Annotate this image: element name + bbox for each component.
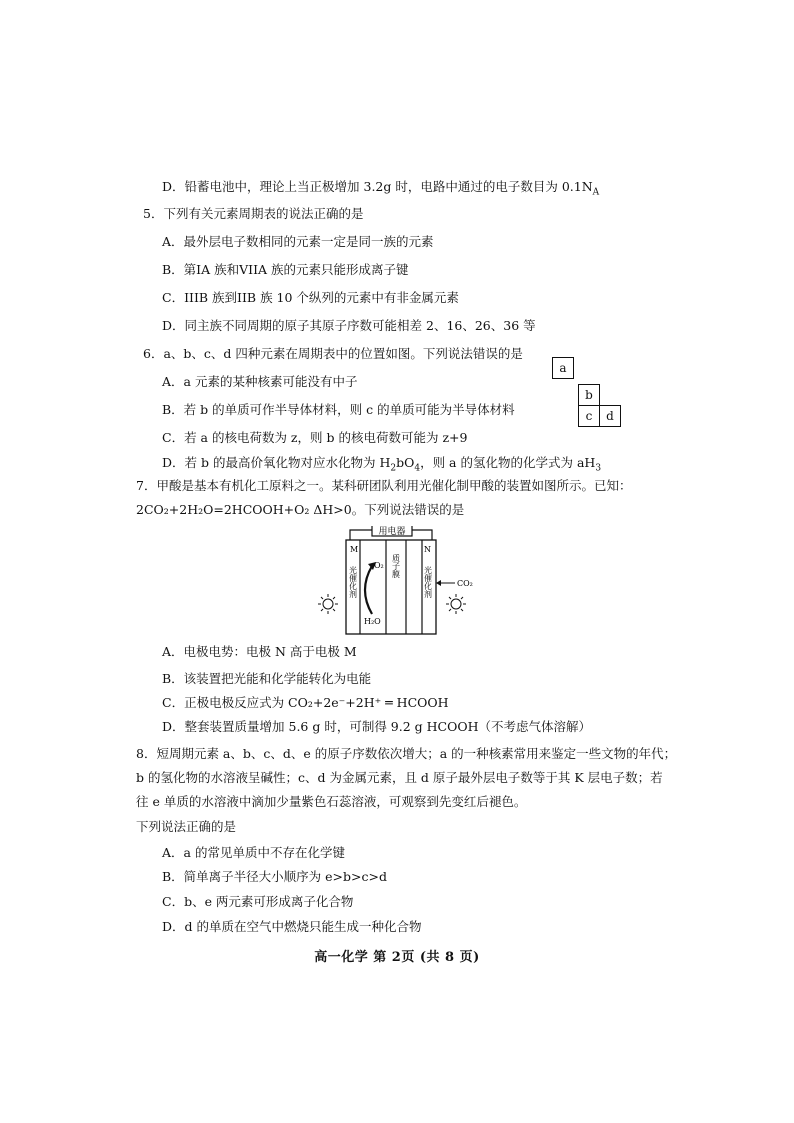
q7-stem-line2: 2CO₂+2H₂O=2HCOOH+O₂ ΔH>0。下列说法错误的是 [136,502,465,517]
q7-option-b: B．该装置把光能和化学能转化为电能 [162,671,372,686]
membrane-label: 质子膜 [391,554,401,578]
grid-cell-d: d [599,405,621,427]
grid-cell-c: c [578,405,600,427]
q8-stem-line4: 下列说法正确的是 [136,819,237,834]
q7-option-c: C．正极电极反应式为 CO₂+2e⁻+2H⁺ ═ HCOOH [162,695,449,710]
q5-option-c: C．IIIB 族到IIB 族 10 个纵列的元素中有非金属元素 [162,290,459,305]
periodic-position-figure [552,357,626,435]
left-catalyst-label: 光催化剂 [348,566,358,598]
q6-option-c: C．若 a 的核电荷数为 z，则 b 的核电荷数可能为 z+9 [162,430,468,445]
page-footer: 高一化学 第 2页 (共 8 页) [314,950,480,965]
grid-cell-b: b [578,384,600,406]
load-label: 用电器 [378,527,406,537]
electrode-m-label: M [350,545,359,554]
q5-stem: 5．下列有关元素周期表的说法正确的是 [143,206,364,221]
q8-option-b: B．简单离子半径大小顺序为 e>b>c>d [162,869,387,884]
q4-option-d: D．铅蓄电池中，理论上当正极增加 3.2g 时，电路中通过的电子数目为 $0.1N_A$ [162,179,600,198]
q7-option-a: A．电极电势：电极 N 高于电极 M [162,644,357,659]
sun-icon-right [446,594,466,614]
h2o-label: H₂O [364,617,381,626]
q8-option-c: C．b、e 两元素可形成离子化合物 [162,894,354,909]
q5-option-a: A．最外层电子数相同的元素一定是同一族的元素 [162,234,434,249]
photocatalysis-cell-figure [310,526,480,636]
q8-option-d: D．d 的单质在空气中燃烧只能生成一种化合物 [162,919,422,934]
q8-stem-line1: 8．短周期元素 a、b、c、d、e 的原子序数依次增大；a 的一种核素常用来鉴定一些文物的年代； [136,746,677,761]
q7-option-d: D．整套装置质量增加 5.6 g 时，可制得 9.2 g HCOOH（不考虑气体溶解） [162,719,591,734]
q6-option-a: A．a 元素的某种核素可能没有中子 [162,374,358,389]
q8-stem-line2: b 的氢化物的水溶液呈碱性；c、d 为金属元素，且 d 原子最外层电子数等于其 K 层电子数；若 [136,770,663,785]
q7-stem-line1: 7．甲酸是基本有机化工原料之一。某科研团队利用光催化制甲酸的装置如图所示。已知： [136,478,632,493]
electrode-n-label: N [424,545,431,554]
right-catalyst-label: 光催化剂 [423,566,433,598]
co2-label: CO₂ [457,579,473,588]
q8-stem-line3: 往 e 单质的水溶液中滴加少量紫色石蕊溶液，可观察到先变红后褪色。 [136,794,527,809]
reaction-arrow [365,566,372,614]
grid-cell-a: a [552,357,574,379]
sun-icon-left [318,594,338,614]
q5-option-b: B．第IA 族和VIIA 族的元素只能形成离子键 [162,262,409,277]
q8-option-a: A．a 的常见单质中不存在化学键 [162,845,345,860]
q5-option-d: D．同主族不同周期的原子其原子序数可能相差 2、16、26、36 等 [162,318,536,333]
q6-stem: 6．a、b、c、d 四种元素在周期表中的位置如图。下列说法错误的是 [143,346,523,361]
q6-option-b: B．若 b 的单质可作半导体材料，则 c 的单质可能为半导体材料 [162,402,515,417]
q6-option-d: D．若 b 的最高价氧化物对应水化物为 $H_2bO_4$，则 a 的氢化物的化学式为 $aH_3$ [162,455,602,474]
o2-label: O₂ [374,561,384,570]
